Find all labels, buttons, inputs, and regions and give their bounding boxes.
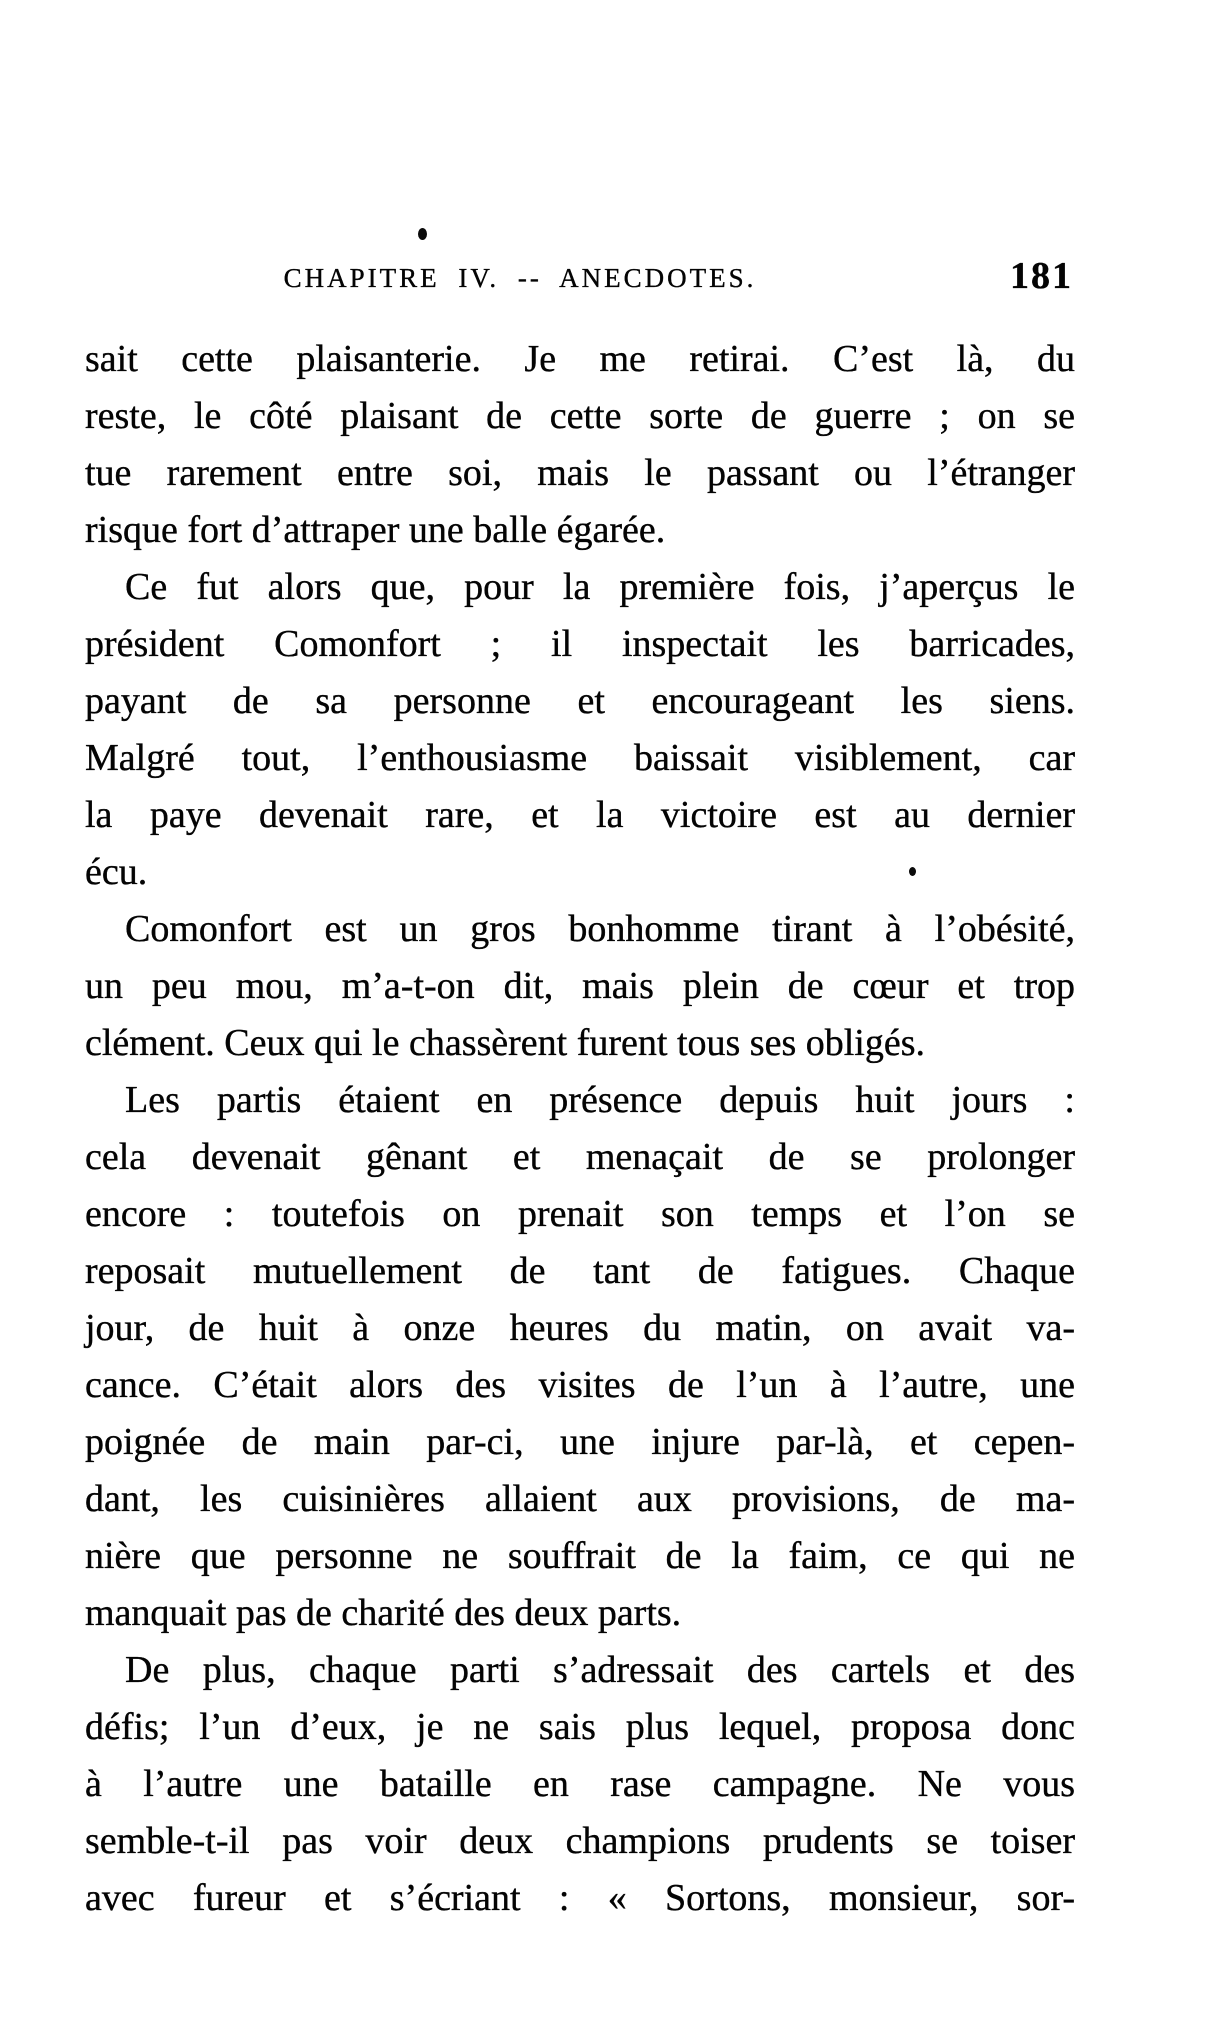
text-line: la paye devenait rare, et la victoire est au dernier <box>85 794 1075 836</box>
text-line: sait cette plaisanterie. Je me retirai. C’est là, du <box>85 338 1075 380</box>
text-line: manquait pas de charité des deux parts. <box>85 1592 682 1634</box>
text-line: dant, les cuisinières allaient aux provisions, de ma- <box>85 1478 1075 1520</box>
text-line: Les partis étaient en présence depuis huit jours : <box>125 1079 1075 1121</box>
paragraph <box>85 559 1075 901</box>
text-line: Comonfort est un gros bonhomme tirant à l’obésité, <box>125 908 1075 950</box>
text-line: clément. Ceux qui le chassèrent furent tous ses obligés. <box>85 1022 926 1064</box>
text-line: avec fureur et s’écriant : « Sortons, monsieur, sor- <box>85 1877 1075 1919</box>
text-line: président Comonfort ; il inspectait les barricades, <box>85 623 1075 665</box>
text-line: Ce fut alors que, pour la première fois, j’aperçus le <box>125 566 1075 608</box>
text-line: encore : toutefois on prenait son temps et l’on se <box>85 1193 1075 1235</box>
page-number: 181 <box>1010 255 1073 297</box>
text-line: De plus, chaque parti s’adressait des cartels et des <box>125 1649 1075 1691</box>
body-text <box>85 331 1075 1927</box>
ink-speck <box>418 228 427 240</box>
text-line: cela devenait gênant et menaçait de se prolonger <box>85 1136 1075 1178</box>
paragraph <box>85 1072 1075 1642</box>
text-line: jour, de huit à onze heures du matin, on avait va- <box>85 1307 1075 1349</box>
chapter-title: CHAPITRE IV. -- ANECDOTES. <box>283 263 757 293</box>
text-line: poignée de main par-ci, une injure par-là, et cepen- <box>85 1421 1075 1463</box>
text-line: tue rarement entre soi, mais le passant ou l’étranger <box>85 452 1075 494</box>
text-line: à l’autre une bataille en rase campagne. Ne vous <box>85 1763 1075 1805</box>
text-line: payant de sa personne et encourageant les siens. <box>85 680 1075 722</box>
text-line: risque fort d’attraper une balle égarée. <box>85 509 666 551</box>
paragraph <box>85 1642 1075 1927</box>
text-line: semble-t-il pas voir deux champions prudents se toiser <box>85 1820 1075 1862</box>
text-line: nière que personne ne souffrait de la faim, ce qui ne <box>85 1535 1075 1577</box>
text-line: écu. <box>85 851 148 893</box>
text-line: cance. C’était alors des visites de l’un à l’autre, une <box>85 1364 1075 1406</box>
running-header <box>85 255 1075 307</box>
paragraph <box>85 901 1075 1072</box>
text-line: défis; l’un d’eux, je ne sais plus lequel, proposa donc <box>85 1706 1075 1748</box>
paragraph <box>85 331 1075 559</box>
text-line: reste, le côté plaisant de cette sorte de guerre ; on se <box>85 395 1075 437</box>
text-line: reposait mutuellement de tant de fatigues. Chaque <box>85 1250 1075 1292</box>
text-line: un peu mou, m’a-t-on dit, mais plein de cœur et trop <box>85 965 1075 1007</box>
text-line: Malgré tout, l’enthousiasme baissait visiblement, car <box>85 737 1075 779</box>
ink-speck <box>909 867 916 876</box>
